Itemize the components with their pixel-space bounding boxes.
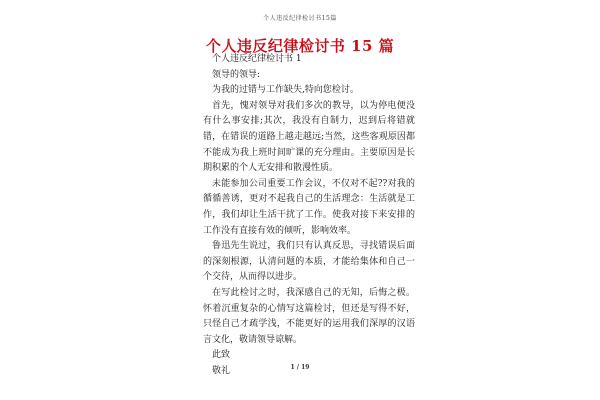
document-title: 个人违反纪律检讨书 15 篇 bbox=[205, 37, 395, 55]
paragraph-3: 未能参加公司重要工作会议，不仅对不起??对我的循循善诱，更对不起我自己的生活理念：生活就是工作，我们却让生活干扰了工作。使我对接下来安排的工作没有直接有效的倾听，影响效率。 bbox=[203, 178, 415, 236]
paragraph-2: 首先，愧对领导对我们多次的教导，以为停电便没有什么事安排;其次，我没有自制力，迟到后将错就错，在错误的道路上越走越远;当然，这些客观原因都不能成为我上班时间旷课的充分理由。主要原因是长期积累的个人无安排和散漫性质。 bbox=[203, 100, 415, 174]
salutation: 领导的领导: bbox=[212, 69, 261, 80]
document-body bbox=[203, 52, 415, 379]
running-header: 个人违反纪律检讨书15篇 bbox=[263, 15, 337, 22]
page-number: 1 / 19 bbox=[290, 364, 310, 371]
paragraph-4: 鲁迅先生说过，我们只有认真反思，寻找错误后面的深刻根源，认清问题的本质，才能给集体和自己一个交待，从而得以进步。 bbox=[203, 241, 415, 283]
document-subtitle: 个人违反纪律检讨书 1 bbox=[212, 54, 302, 64]
closing-regards: 敬礼 bbox=[212, 365, 231, 376]
paragraph-1: 为我的过错与工作缺失,特向您检讨。 bbox=[212, 85, 359, 96]
closing-salute: 此致 bbox=[212, 350, 231, 361]
paragraph-5: 在写此检讨之时，我深感自己的无知，后悔之极。 怀着沉重复杂的心情写这篇检讨，但还是写得不好，只怪自己才疏学浅，不能更好的运用我们深厚的汉语言文化，敬请领导谅解。 bbox=[203, 287, 415, 345]
